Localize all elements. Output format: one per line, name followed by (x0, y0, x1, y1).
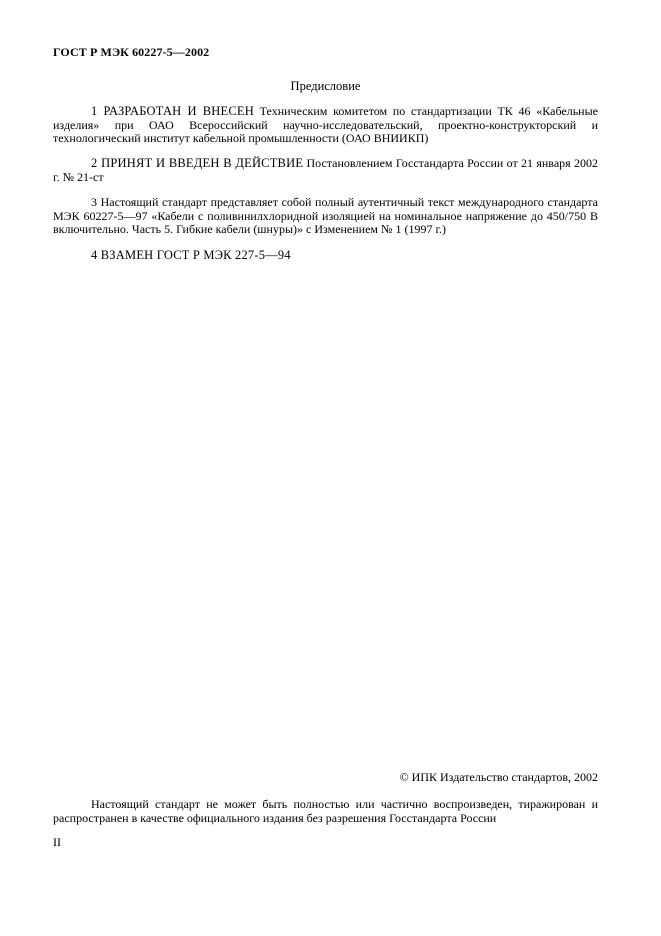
preface-item-2-text: Постановлением Госстандарта России от 21 января 2002 г. № 21-ст (53, 156, 598, 184)
preface-item-1 (53, 105, 598, 146)
preface-item-3-text: 3 Настоящий стандарт представляет собой полный аутентичный текст международного стандарта МЭК 60227-5—97 «Кабели с поливинилхлоридной изоляцией на номинальное напряжение до 450/750 В включительно. Часть 5. Гибкие кабели (шнуры)» с Изменением № 1 (1997 г.) (53, 195, 598, 237)
reproduction-notice: Настоящий стандарт не может быть полностью или частично воспроизведен, тиражирован и распространен в качестве официального издания без разрешения Госстандарта России (53, 797, 598, 825)
page-number: II (53, 835, 61, 849)
copyright-line: © ИПК Издательство стандартов, 2002 (399, 770, 598, 784)
preface-item-1-text: Техническим комитетом по стандартизации ТК 46 «Кабельные изделия» при ОАО Всероссийский научно-исследовательский, проектно-конструкторский и технологический институт кабельной промышленности (ОАО ВНИИКП) (53, 104, 598, 146)
preface-item-2-lead: 2 ПРИНЯТ И ВВЕДЕН В ДЕЙСТВИЕ (91, 156, 304, 170)
preface-item-4-lead: 4 ВЗАМЕН ГОСТ Р МЭК 227-5—94 (91, 248, 291, 262)
preface-title: Предисловие (290, 79, 361, 93)
preface-item-4 (53, 249, 598, 263)
preface-item-1-lead: 1 РАЗРАБОТАН И ВНЕСЕН (91, 104, 254, 118)
standard-id-header: ГОСТ Р МЭК 60227-5—2002 (53, 45, 210, 59)
preface-item-2 (53, 157, 598, 184)
preface-item-3 (53, 196, 598, 237)
